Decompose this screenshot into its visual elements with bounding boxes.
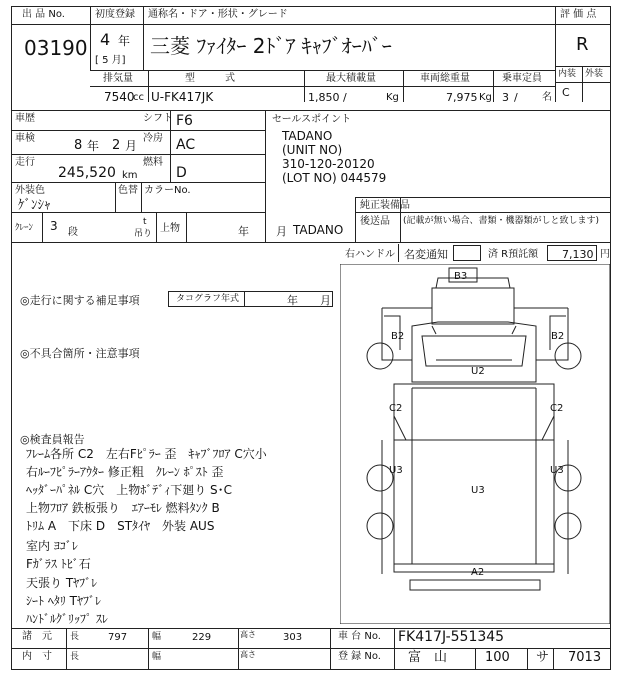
mileage-label: 走行	[15, 157, 35, 168]
gross-weight-label: 車両総重量	[420, 73, 470, 84]
registration-label: 登 録 No.	[338, 651, 381, 662]
capacity-unit: 名	[542, 92, 552, 103]
grade-label: 評 価 点	[560, 9, 597, 20]
color-change-label: 色替	[118, 185, 138, 196]
shift-label: シフト	[143, 113, 173, 124]
registration-class: 100	[485, 650, 510, 665]
recycle-deposit-label: 済 R預託額	[488, 249, 539, 260]
crane-stage-unit: 段	[68, 227, 78, 238]
chassis-number: FK417J-551345	[398, 629, 505, 645]
lot-number: 03190	[24, 36, 88, 60]
chassis-label: 車 台 No.	[338, 631, 381, 642]
color-code-label: カラーNo.	[144, 185, 191, 196]
damage-mark: C2	[550, 403, 564, 414]
registration-year-unit: 年	[118, 34, 131, 48]
name-grade-label: 通称名・ドア・形状・グレード	[148, 9, 288, 20]
fuel-label: 燃料	[143, 157, 163, 168]
max-load-label: 最大積載量	[326, 73, 376, 84]
aftermarket-label: 後送品	[360, 216, 390, 227]
length-label: 長	[70, 652, 80, 662]
car-name: 三菱 ﾌｧｲﾀｰ 2ﾄﾞｱ ｷｬﾌﾞｵｰﾊﾞｰ	[150, 34, 392, 58]
upper-year-unit: 年	[238, 225, 249, 238]
capacity-slash: /	[514, 91, 518, 104]
defects-label: ◎不具合箇所・注意事項	[20, 347, 140, 360]
displacement-value: 7540	[104, 90, 135, 104]
crane-stages-value: 3	[50, 219, 58, 233]
aftermarket-note: (記載が無い場合、書類・機器類がしと致します)	[403, 216, 600, 226]
displacement-label: 排気量	[103, 73, 133, 84]
first-registration-label: 初度登録	[95, 9, 135, 20]
crane-ton-unit: t	[143, 217, 147, 227]
interior-grade-value: C	[562, 86, 570, 99]
body-color-value: ｹﾞﾝｼｬ	[18, 198, 51, 213]
report-line: 右ﾙｰﾌﾋﾟﾗｰｱｳﾀｰ 修正粗 ｸﾚｰﾝ ﾎﾟｽﾄ 歪	[26, 465, 224, 479]
tachograph-label: タコグラフ年式	[176, 294, 240, 304]
report-line: 天張り Tﾔﾌﾞﾚ	[26, 576, 98, 590]
model-label: 型 式	[185, 73, 235, 84]
width-value: 229	[192, 632, 212, 643]
damage-mark: B2	[551, 331, 565, 342]
dimensions-label: 諸 元	[22, 631, 52, 642]
inspection-label: 車検	[15, 133, 35, 144]
capacity-value: 3	[502, 91, 509, 104]
recycle-deposit-unit: 円	[600, 249, 610, 260]
mileage-unit: km	[122, 170, 138, 181]
registration-month: [ 5 月]	[95, 55, 126, 66]
report-line: Fｶﾞﾗｽ ﾄﾋﾞ石	[26, 557, 91, 571]
crane-hoist-unit: 吊り	[134, 229, 153, 239]
steering-value: 右ハンドル	[345, 249, 395, 260]
height-label: 高さ	[240, 650, 256, 659]
report-line: 室内 ﾖｺﾞﾚ	[26, 539, 78, 553]
sales-point-line: (LOT NO) 044579	[282, 171, 387, 185]
interior-dims-label: 内 寸	[22, 651, 52, 662]
registration-area: 富 山	[408, 650, 448, 665]
damage-mark: U2	[471, 366, 485, 377]
capacity-label: 乗車定員	[502, 73, 542, 84]
interior-grade-label: 内装	[558, 69, 577, 79]
damage-mark: U3	[550, 465, 564, 476]
upper-body-label: 上物	[160, 223, 180, 234]
sales-point-line: (UNIT NO)	[282, 143, 343, 157]
model-value: U-FK417JK	[151, 90, 214, 104]
report-line: ﾄﾘﾑ A 下床 D STﾀｲﾔ 外装 AUS	[26, 519, 215, 533]
damage-mark: A2	[471, 567, 485, 578]
report-line: ｼｰﾄ ﾍﾀﾘ Tﾔﾌﾞﾚ	[26, 594, 101, 608]
report-line: ﾊﾝﾄﾞﾙｸﾞﾘｯﾌﾟ ｽﾚ	[26, 612, 108, 626]
mileage-value: 245,520	[58, 165, 116, 181]
fuel-value: D	[176, 165, 187, 181]
recycle-deposit-amount: 7,130	[562, 248, 594, 261]
damage-mark: B2	[391, 331, 405, 342]
report-line: ﾌﾚｰﾑ各所 C2 左右Fﾋﾟﾗｰ 歪 ｷｬﾌﾞﾌﾛｱ C穴小	[26, 447, 267, 461]
length-value: 797	[108, 632, 128, 643]
tachograph-year-unit: 年	[287, 294, 298, 307]
gross-weight-value: 7,975	[446, 91, 478, 104]
max-load-slash: /	[343, 91, 347, 104]
history-label: 車歴	[15, 113, 35, 124]
report-line: 上物ﾌﾛｱ 鉄板張り ｴｱｰﾓﾚ 燃料ﾀﾝｸ B	[26, 501, 220, 515]
height-value: 303	[283, 632, 303, 643]
damage-mark: B3	[454, 271, 468, 282]
displacement-unit: cc	[133, 92, 144, 103]
damage-mark: C2	[389, 403, 403, 414]
height-label: 高さ	[240, 630, 256, 639]
upper-month-unit: 月	[276, 225, 287, 238]
damage-mark: U3	[389, 465, 403, 476]
name-change-label: 名変通知	[404, 248, 448, 261]
report-line: ﾍｯﾀﾞｰﾊﾟﾈﾙ C穴 上物ﾎﾞﾃﾞｨ下廻り S･C	[26, 483, 233, 497]
tachograph-month-unit: 月	[320, 294, 331, 307]
damage-mark: U3	[471, 485, 485, 496]
length-label: 長	[70, 632, 80, 642]
sales-point-label: セールスポイント	[272, 114, 352, 125]
lot-label: 出 品 No.	[22, 9, 65, 20]
width-label: 幅	[152, 632, 162, 642]
inspection-month: 2	[112, 138, 121, 153]
ac-value: AC	[176, 137, 196, 153]
exterior-grade-label: 外装	[585, 69, 604, 79]
driving-notes-label: ◎走行に関する補足事項	[20, 294, 140, 307]
max-load-unit: Kg	[386, 92, 399, 103]
genuine-equipment-label: 純正装備品	[360, 200, 410, 211]
crane-label: ｸﾚｰﾝ	[15, 223, 34, 233]
registration-kana: サ	[536, 650, 550, 665]
registration-year: 4	[100, 30, 111, 49]
width-label: 幅	[152, 652, 162, 662]
sales-point-line: 310-120-20120	[282, 157, 375, 171]
inspection-year: 8	[74, 138, 83, 153]
inspection-month-unit: 月	[125, 139, 138, 153]
gross-weight-unit: Kg	[479, 92, 492, 103]
inspector-report-label: ◎検査員報告	[20, 433, 85, 446]
inspection-year-unit: 年	[87, 139, 100, 153]
registration-number: 7013	[568, 650, 602, 665]
upper-body-maker: TADANO	[293, 223, 344, 237]
max-load-value: 1,850	[308, 91, 340, 104]
grade-value: R	[576, 34, 589, 55]
ac-label: 冷房	[143, 133, 163, 144]
shift-value: F6	[176, 113, 193, 129]
sales-point-line: TADANO	[282, 129, 333, 143]
body-color-label: 外装色	[15, 185, 45, 196]
